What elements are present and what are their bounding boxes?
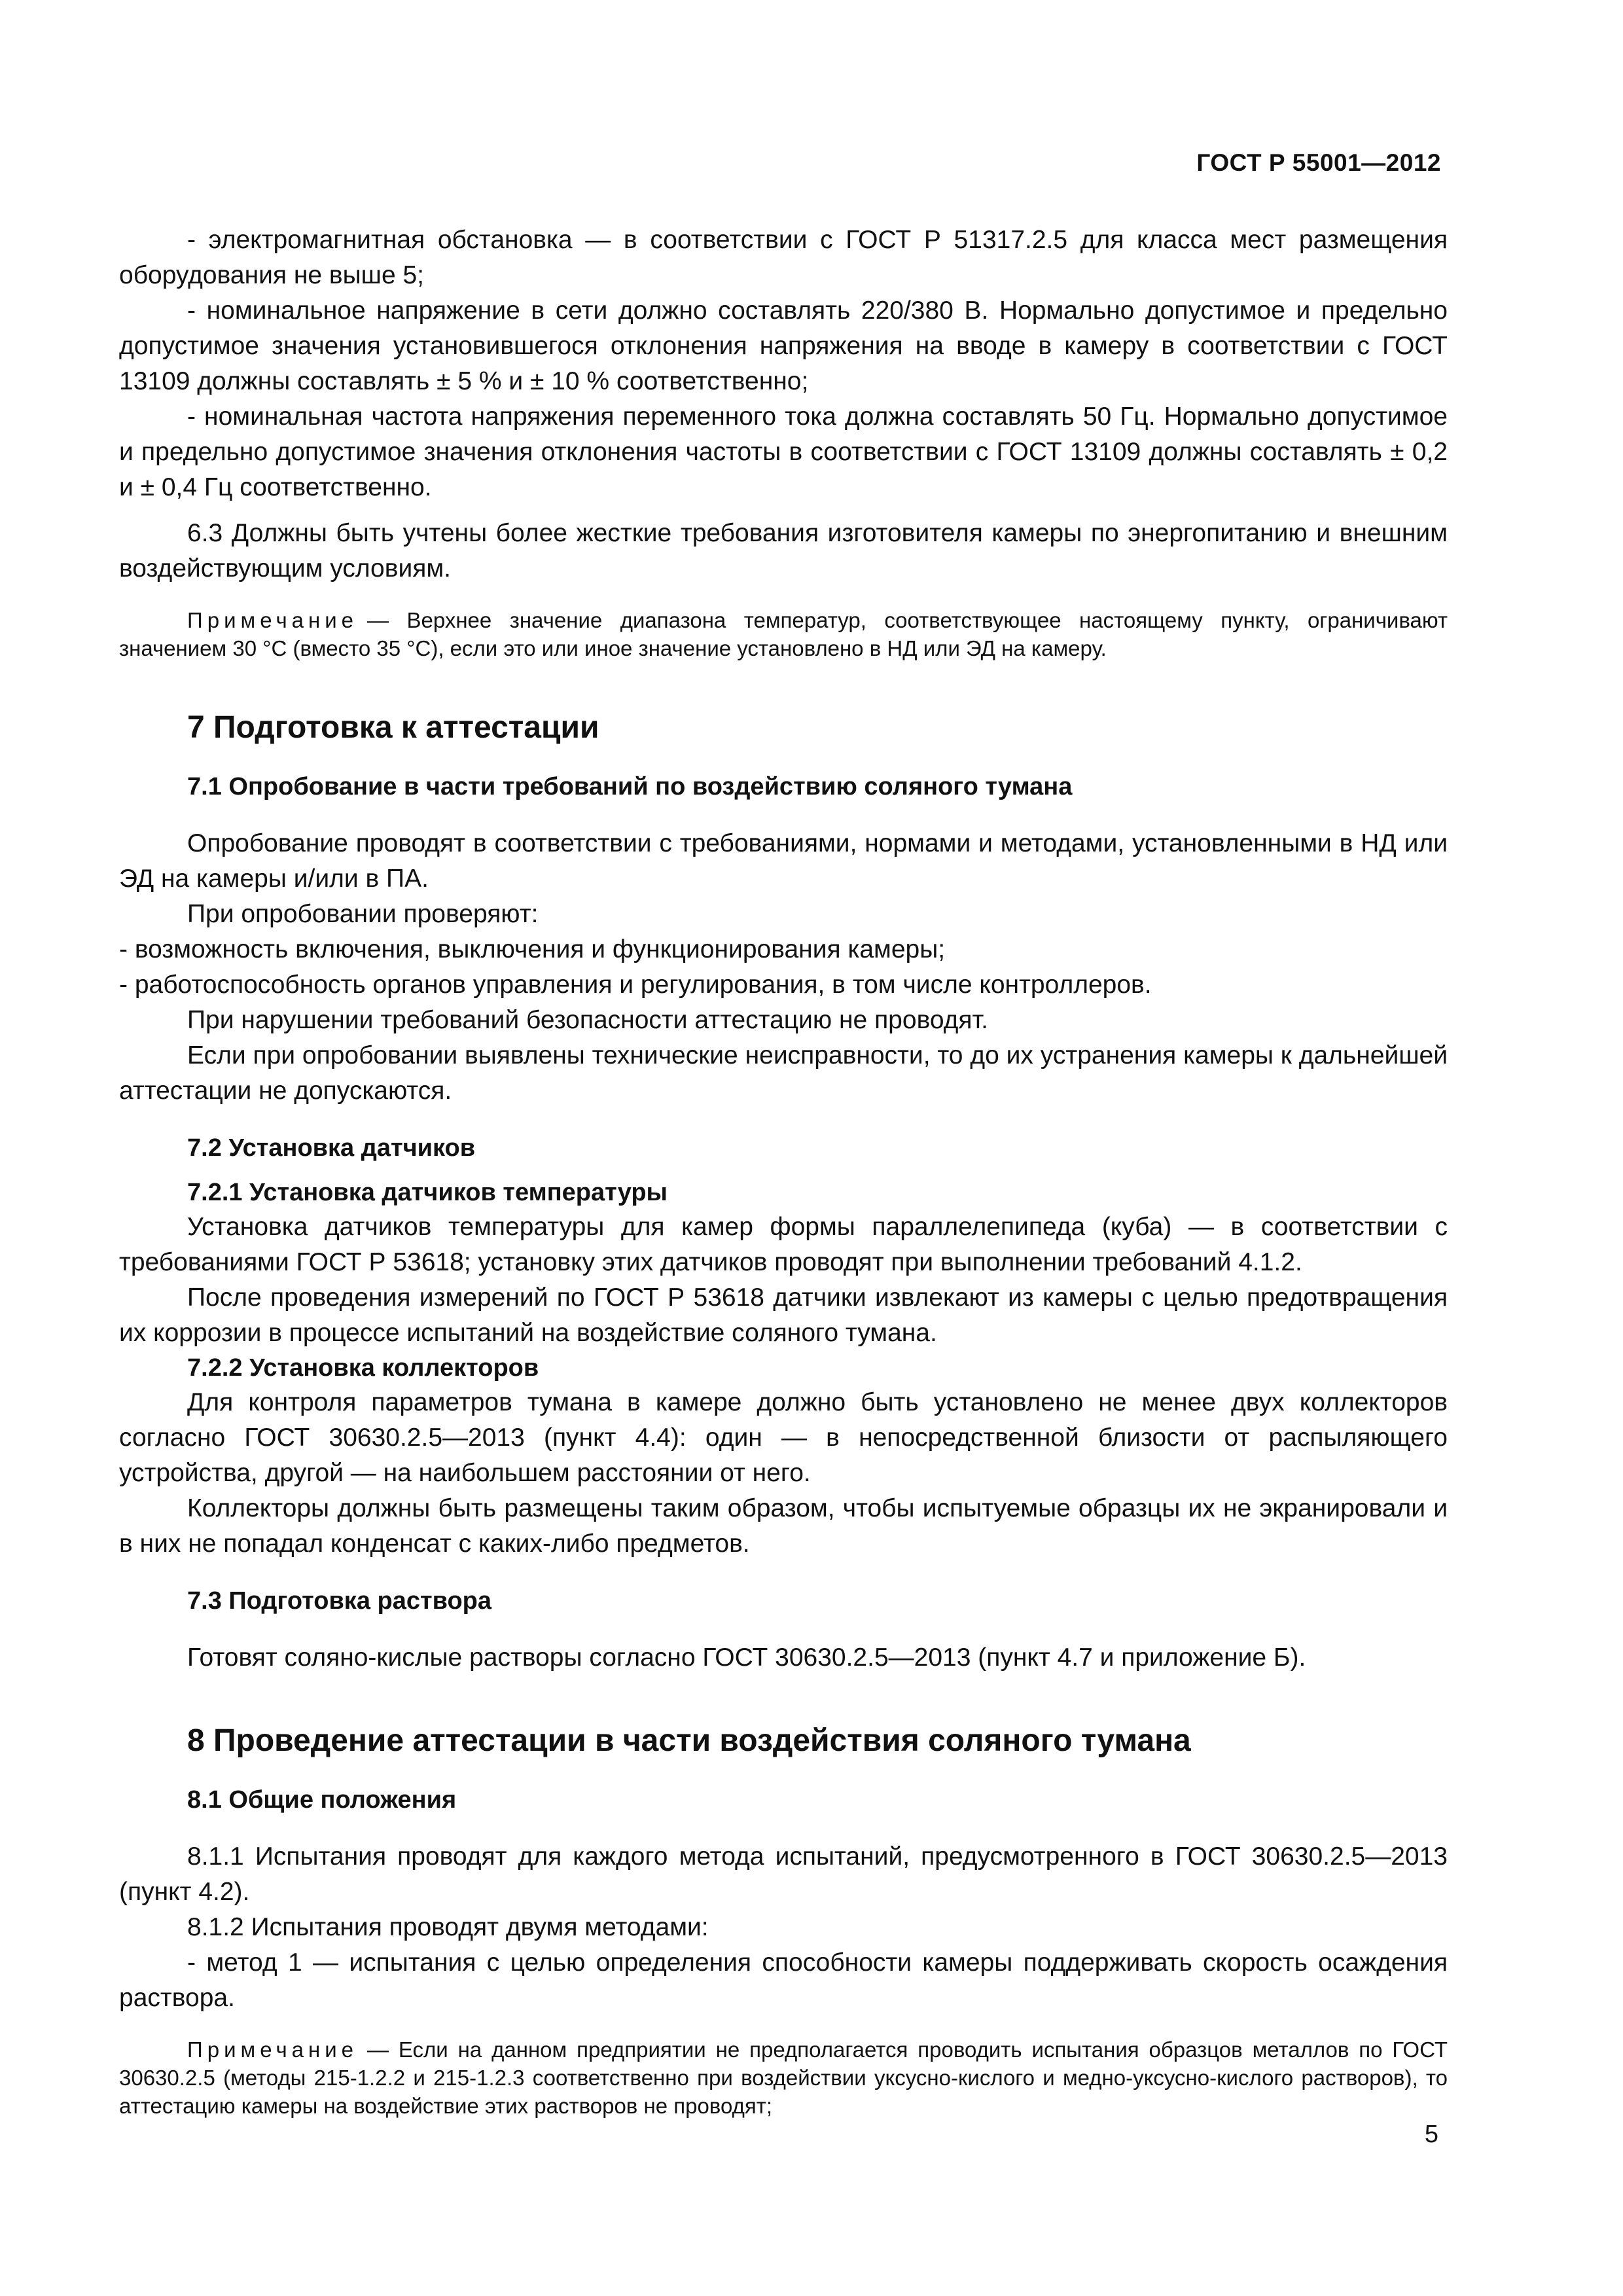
section-7-3-heading: 7.3 Подготовка раствора bbox=[187, 1587, 492, 1615]
paragraph-7-3: Готовят соляно-кислые растворы согласно ГОСТ 30630.2.5—2013 (пункт 4.7 и приложение Б). bbox=[187, 1643, 1306, 1672]
list-item-7-1-b: - работоспособность органов управления и регулирования, в том числе контроллеров. bbox=[119, 971, 1152, 999]
paragraph-7-1-2: При опробовании проверяют: bbox=[187, 900, 539, 928]
document-code-header: ГОСТ Р 55001—2012 bbox=[1196, 149, 1441, 176]
page-number: 5 bbox=[1424, 2121, 1438, 2148]
section-7-2-heading: 7.2 Установка датчиков bbox=[187, 1134, 476, 1162]
paragraph-8-1-2: 8.1.2 Испытания проводят двумя методами: bbox=[187, 1913, 709, 1941]
paragraph-frequency: - номинальная частота напряжения переменного тока должна составлять 50 Гц. Нормально допустимое и предельно допустимое значения отклонения частоты в соответствии с ГОСТ 13109 должны составлять ± 0,2 и ± 0,4 Гц соответственно. bbox=[119, 403, 1448, 501]
spacer bbox=[119, 662, 1448, 708]
note-temperature bbox=[119, 606, 1448, 662]
paragraph-7-2-2-a: Для контроля параметров тумана в камере должно быть установлено не менее двух коллекторов согласно ГОСТ 30630.2.5—2013 (пункт 4.4): один — в непосредственной близости от распыляющего устройства, другой — на наибольшем расстоянии от него. bbox=[119, 1388, 1448, 1487]
page-content bbox=[119, 223, 1448, 2120]
spacer bbox=[119, 1761, 1448, 1783]
section-8-1-heading: 8.1 Общие положения bbox=[187, 1786, 457, 1814]
paragraph-7-1-3: При нарушении требований безопасности аттестацию не проводят. bbox=[187, 1006, 988, 1034]
paragraph-7-1-1: Опробование проводят в соответствии с требованиями, нормами и методами, установленными в НД или ЭД на камеры и/или в ПА. bbox=[119, 829, 1448, 893]
spacer bbox=[119, 1109, 1448, 1131]
paragraph-8-1-1: 8.1.1 Испытания проводят для каждого метода испытаний, предусмотренного в ГОСТ 30630.2.5—2013 (пункт 4.2). bbox=[119, 1842, 1448, 1906]
spacer bbox=[119, 1817, 1448, 1839]
spacer bbox=[119, 747, 1448, 770]
paragraph-voltage: - номинальное напряжение в сети должно составлять 220/380 В. Нормально допустимое и предельно допустимое значения установившегося отклонения напряжения на вводе в камеру в соответствии с ГОСТ 13109 должны составлять ± 5 % и ± 10 % соответственно; bbox=[119, 296, 1448, 395]
spacer bbox=[119, 1618, 1448, 1640]
paragraph-7-2-1-b: После проведения измерений по ГОСТ Р 53618 датчики извлекают из камеры с целью предотвращения их коррозии в процессе испытаний на воздействие соляного тумана. bbox=[119, 1283, 1448, 1347]
paragraph-6-3: 6.3 Должны быть учтены более жесткие требования изготовителя камеры по энергопитанию и внешним воздействующим условиям. bbox=[119, 519, 1448, 583]
spacer bbox=[119, 1676, 1448, 1721]
paragraph-7-2-2-b: Коллекторы должны быть размещены таким образом, чтобы испытуемые образцы их не экранировали и в них не попадал конденсат с каких-либо предметов. bbox=[119, 1494, 1448, 1558]
paragraph-7-1-4: Если при опробовании выявлены технические неисправности, то до их устранения камеры к дальнейшей аттестации не допускаются. bbox=[119, 1041, 1448, 1105]
note-label: Примечание bbox=[187, 608, 359, 632]
spacer bbox=[119, 1165, 1448, 1175]
note-label: Примечание bbox=[187, 2037, 359, 2062]
section-8-heading: 8 Проведение аттестации в части воздействия соляного тумана bbox=[187, 1723, 1191, 1758]
note-acid-solutions bbox=[119, 2036, 1448, 2120]
note-text: — Верхнее значение диапазона температур, соответствующее настоящему пункту, ограничивают значением 30 °С (вместо 35 °С), если это или иное значение установлено в НД или ЭД на камеру. bbox=[119, 608, 1448, 660]
list-item-method-1: - метод 1 — испытания с целью определения способности камеры поддерживать скорость осаждения раствора. bbox=[119, 1948, 1448, 2012]
section-7-heading: 7 Подготовка к аттестации bbox=[187, 710, 599, 745]
section-7-2-1-heading: 7.2.1 Установка датчиков температуры bbox=[187, 1179, 668, 1206]
paragraph-emc: - электромагнитная обстановка — в соответствии с ГОСТ Р 51317.2.5 для класса мест размещения оборудования не выше 5; bbox=[119, 226, 1448, 289]
section-7-1-heading: 7.1 Опробование в части требований по воздействию соляного тумана bbox=[187, 773, 1073, 800]
list-item-7-1-a: - возможность включения, выключения и функционирования камеры; bbox=[119, 935, 946, 963]
spacer bbox=[119, 804, 1448, 826]
spacer bbox=[119, 1562, 1448, 1584]
paragraph-7-2-1-a: Установка датчиков температуры для камер формы параллелепипеда (куба) — в соответствии с требованиями ГОСТ Р 53618; установку этих датчиков проводят при выполнении требований 4.1.2. bbox=[119, 1213, 1448, 1276]
section-7-2-2-heading: 7.2.2 Установка коллекторов bbox=[187, 1354, 539, 1382]
note-text: — Если на данном предприятии не предполагается проводить испытания образцов металлов по ГОСТ 30630.2.5 (методы 215-1.2.2 и 215-1.2.3 соответственно при воздействии уксусно-кислого и медно-уксусно-кислого растворов), то аттестацию камеры на воздействие этих растворов не проводят; bbox=[119, 2037, 1448, 2118]
spacer bbox=[119, 505, 1448, 516]
